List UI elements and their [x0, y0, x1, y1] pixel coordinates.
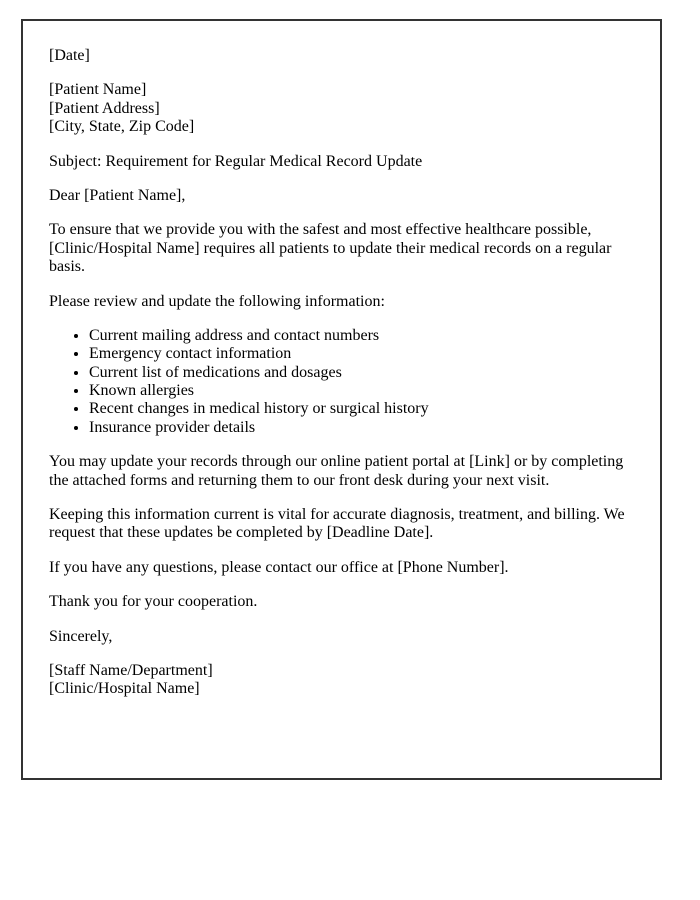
signature-staff: [Staff Name/Department]: [49, 661, 213, 679]
recipient-address: [Patient Address]: [49, 99, 160, 117]
thanks-line: Thank you for your cooperation.: [49, 593, 258, 611]
checklist-item-mailing-address: • Current mailing address and contact numbers: [89, 327, 634, 345]
checklist-item-allergies: • Known allergies: [89, 382, 634, 400]
recipient-city-state-zip: [City, State, Zip Code]: [49, 118, 195, 136]
importance-paragraph: Keeping this information current is vital for accurate diagnosis, treatment, and billing. We request that these updates be completed by [Deadline Date].: [49, 506, 625, 542]
recipient-block: [49, 81, 634, 136]
checklist-item-emergency-contact: • Emergency contact information: [89, 345, 634, 363]
checklist-item-insurance: • Insurance provider details: [89, 419, 634, 437]
signature-clinic: [Clinic/Hospital Name]: [49, 680, 200, 698]
checklist-item-medications: • Current list of medications and dosages: [89, 364, 634, 382]
update-methods-paragraph: You may update your records through our online patient portal at [Link] or by completing the attached forms and returning them to our front desk during your next visit.: [49, 453, 624, 489]
subject-line: Subject: Requirement for Regular Medical Record Update: [49, 152, 423, 170]
review-prompt: Please review and update the following information:: [49, 292, 385, 310]
salutation: Dear [Patient Name],: [49, 186, 186, 204]
questions-paragraph: If you have any questions, please contact our office at [Phone Number].: [49, 558, 509, 576]
letter-document: [21, 19, 662, 780]
signature-block: [49, 662, 634, 699]
date-line: [Date]: [49, 47, 90, 64]
checklist-item-history-changes: • Recent changes in medical history or surgical history: [89, 400, 634, 418]
recipient-name: [Patient Name]: [49, 81, 147, 99]
intro-paragraph: To ensure that we provide you with the safest and most effective healthcare possible, [Clinic/Hospital Name] requires all patients to update their medical records on a regular basis.: [49, 221, 612, 276]
closing-line: Sincerely,: [49, 627, 113, 645]
update-checklist: [49, 327, 634, 437]
